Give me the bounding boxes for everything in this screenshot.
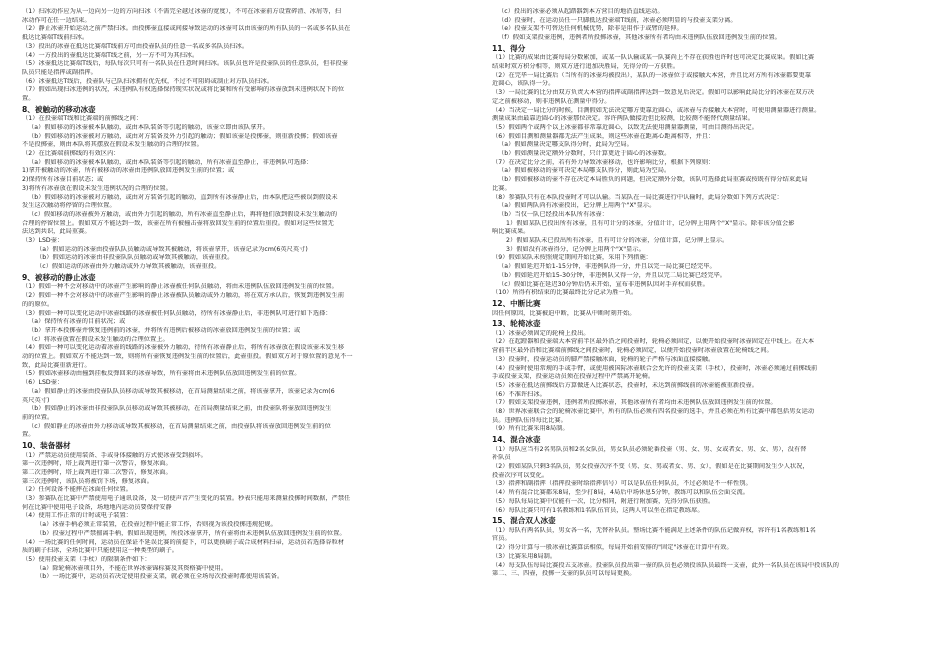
text-line: （a）假如移动的冰壶被本队触动，或由本队装备等引起的触动，所有冰壶直至静止，非违例队可选择：	[28, 158, 313, 166]
text-line: （a）假如静止的冰壶由投壶队队员移动或导致其被移动，在首局测量结束之前，将该壶拿开，该壶记录为cm(6	[28, 387, 335, 395]
text-line: （4）使用工作正常的计时或电子装置：	[22, 512, 133, 520]
text-line: 测量成果由最靠近圆心的冰壶那位决定。容许两队做接近但比较测，比较测不能替代测量结果。	[492, 115, 754, 123]
text-line: （b）假如延迟开始15-30分钟，非违例队又得一分，并且以完二局比赛已经完毕。	[498, 271, 727, 279]
text-line: （4）一场比赛的任何时间，运动员在保证不延误比赛的前提下，可以更换刷子或合成材料扫帚，运动员若选择谷粒材	[22, 538, 345, 546]
text-line: （7）假如出现扫冰违例的状况，未违例队有权选择保持现实状况或将比赛和所有受影响的冰壶放到未违例状况下的位	[22, 86, 345, 94]
section-heading: 12、中断比赛	[492, 299, 541, 308]
text-line: 的的原位。	[22, 300, 54, 308]
text-line: 何在比赛中使用电子设备，场地地内运动员要保持安静	[22, 503, 172, 511]
text-line: （5）冰壶在抵达前掷线后方算做进入比赛状态，投壶时，未达到前掷线前的冰壶能被重新投壶。	[492, 381, 758, 389]
text-line: （2）假如某队只剩3名队员，男女投壶次序不变（男、女、男或者女、男、女），假如是在比赛期间发生少人状况，	[492, 463, 809, 471]
text-line: （4）假如一种可以变化运动着冰壶的线路的冰壶被外力触动，待所有冰壶静止后，将所有冰壶放在假设该壶未发生移	[22, 344, 345, 352]
section-heading: 11、得分	[492, 43, 526, 53]
text-line: （2）得分计算与一般冰壶比赛算法相似，每局开始前安排的"固定"冰壶在计算中有效。	[492, 544, 733, 552]
text-line: （c）假如比赛在延迟30分钟后仍未开始，宣布非违例队因对手弃权而获胜。	[498, 280, 710, 288]
text-line: （2）在比赛端前掷线的有效区内：	[22, 150, 120, 158]
text-line: 营前半区最外沿和比赛端前掷线之间投壶时，轮椅必须固定，以便开始投壶时冰壶放置在轮椅线之间。	[492, 347, 773, 355]
text-line: 质的刷子扫冰，全场比赛中只能使用这一种类型的刷子。	[22, 547, 178, 555]
text-line: （4）一方投出的壶抵达比赛端T线之前，另一方不可为其扫冰。	[22, 51, 199, 59]
text-line: （a）假如测量决定哪支队得分时，此局为空局。	[498, 141, 633, 149]
section-heading: 8、被触动的移动冰壶	[22, 104, 96, 114]
text-line: （2）在起蹬器和投壶端大本营前半区最外沿之间投壶时，轮椅必须固定，以便开始投壶时冰壶固定在中线上。在大本	[492, 338, 815, 346]
text-line: 动的位置上。假如双方不能达到一致，则将所有壶恢复违例发生前的位置后，此壶重投。假如双方对于原位置的意见不一	[22, 353, 353, 361]
text-line: 前的位置。	[22, 413, 54, 421]
text-line: （a）保持所有冰壶的目前状况；或	[28, 318, 126, 326]
text-line: 队员只能是指挥或副指挥。	[22, 68, 97, 76]
text-line: （a）冰壶手柄必须正常装置，在投壶过程中能正常工作，否则视为该投投掷违规犯规。	[36, 521, 277, 529]
text-line: （6）LSD壶：	[22, 379, 64, 387]
text-line: （b）假如测量决定额外分数时，只计算更近于圆心的冰壶数。	[498, 150, 671, 158]
text-line: （5）冰壶抵达比赛端T线后，每队每次只可有一名队员在任意时间扫冰。该队员也许是投壶队员的任意队员，但非投壶	[22, 60, 348, 68]
text-line: （b）假如移动的冰壶被对方触动，或由对方装备引起的触动，直到所有冰壶静止后，由本队把这些被误到假设未	[28, 193, 338, 201]
text-line: 官员。	[492, 535, 511, 543]
text-line: （3）LSD壶：	[22, 237, 64, 245]
text-line: （c）假如移动的冰壶被外方触动，或由外力引起的触动，所有冰壶直至静止后，再将他们放到假设未发生触动的	[28, 210, 338, 218]
text-line: （8）世界冰壶联合会的轮椅冰壶比赛中，所有的队伍必须有四名投壶的选手，并且必须在所有比赛中都包括男女运动	[492, 408, 815, 416]
text-line: （4）所有混合比赛都采8局，至少打8局，4局后中场休息5分钟，教练可以和队伍会面交流。	[492, 489, 749, 497]
text-line: （b）当仅一队已经投出本队所有冰壶：	[498, 210, 609, 218]
text-line: （8）参赛队只有在本队投壶时才可以认输。当某队在一局比赛进行中认输时，此局分数如下列方式决定：	[492, 193, 783, 201]
text-line: 第三次违例时，该队员将被罚下场，修复冰面。	[22, 477, 153, 485]
text-line: （2）假如一种不会对移动中的冰壶产生影响的静止冰壶被队员触动或外力触动，将在双方承认后，恢复到违例发生前	[22, 292, 345, 300]
text-line: （1）比赛的成果由比赛每局分数累加，或某一队认输或某一队赛尚上不存在获胜也许时也可决定比赛成果。假如比赛	[492, 54, 815, 62]
section-heading: 14、混合冰壶	[492, 435, 541, 445]
text-line: （5）假如冰壶移动由撞到挂板反弹回来的冰壶导致，所有壶将由未违例队伍放回违例发生前的位置。	[22, 370, 301, 378]
text-line: （a）假如运动的冰壶由投壶队队员触动或导致其被触动，将该壶拿开，该壶记录为cm(6英尺英寸)	[36, 245, 308, 253]
text-line: 英尺英寸)	[22, 396, 50, 404]
text-line: （9）所有比赛采用8局制。	[492, 425, 569, 433]
text-line: （c）假如运动的冰壶由外力触动或外力导致其被触动，该壶重投。	[36, 263, 221, 271]
text-line: （b）假如移动的冰壶被对方触动，或由对方装备及外力引起的触动；假如该壶是投掷壶，则重新投掷；假如该壶	[28, 132, 338, 140]
left-column	[22, 8, 458, 582]
text-line: （5）使用投壶支架（手杖）的限制条件如下：	[22, 555, 151, 563]
section-heading: 10、装备器材	[22, 441, 71, 451]
text-line: （4）投壶时使用常规的手或手臂，或使用被国际冰壶联合会允许的投壶支架（手杖），投壶时，冰壶必须通过前掷线前	[492, 364, 818, 372]
text-line: （c）投出的冰壶必须从起踏器到本方营目的地沿直线运动。	[498, 8, 664, 15]
text-line: （2）静止冰壶开始运动之前严禁扫冰。由投掷壶直接或间接导致运动的冰壶可以由该壶的所有队员的一名或多名队员在	[22, 25, 351, 33]
text-line: （7）在决定比分之前，若有外力导致冰壶移动，也许影响比分，根据下列原则：	[492, 158, 715, 166]
text-line: 不是投掷壶，则由本队将其摆放在假设未发生触动的合理的位置。	[22, 141, 203, 149]
text-line: （3）比赛采用8局制。	[492, 552, 557, 560]
text-line: 定之前被移动，则非违例队在测量中得分。	[492, 97, 611, 105]
text-line: 发生这次触动将停留的合理位置。	[22, 202, 116, 210]
text-line: 近圆心，该队得一分。	[492, 80, 555, 88]
text-line: 因任何原因，比赛被迫中断，比赛从中断时刻开始。	[492, 309, 636, 317]
text-line: 3)将所有冰壶放在假设未发生违例状况的合理的位置。	[22, 184, 172, 192]
section-heading: 9、被移动的静止冰壶	[22, 272, 96, 282]
text-line: （b）一场比赛中，运动员若决定使用投壶支架，就必须在全场每次投壶时都使用该装备。	[36, 573, 284, 581]
text-line: 2）假如某队未已投出所有冰壶，且有可计分的冰壶，分值计算，记分牌上显示。	[506, 237, 729, 245]
text-line: （2）在完毕一局比赛后（当所有的冰壶均被投出），某队的一冰壶位于或接触大本营，并且比对方所有冰壶都要更靠	[492, 71, 811, 79]
text-line: 置。	[22, 95, 35, 103]
text-line: （1）假如一种不会对移动中的冰壶产生影响的静止冰壶被任何队员触动，将由未违例队伍放回违例发生前的位置。	[22, 283, 338, 291]
text-line: （1）每队有两名队员，男女各一名，无替补队员。整场比赛不能满足上述条件的队伍记做弃权，容许有1名教练和1名	[492, 526, 816, 534]
text-line: （6）每队比赛只可有1名教练和1名队伍官员，这两人可以坐在指定教练席。	[492, 506, 704, 514]
section-heading: 15、混合双人冰壶	[492, 516, 556, 526]
text-line: （3）投出的冰壶在抵达比赛端T线前方可由投壶队员的任意一名或多名队员扫冰。	[22, 42, 249, 50]
text-line: （a）假如被移动的壶可决定本局哪支队得分，则此局为空局。	[498, 167, 671, 175]
text-line: （a）假如延迟开始1-15分钟，非违例队得一分，并且以完一局比赛已经完毕。	[498, 263, 716, 271]
text-line: 冰动作可在任一边结束。	[22, 16, 91, 24]
section-heading: 13、轮椅冰壶	[492, 319, 541, 329]
text-line: 第二、三、四壶，投掷一支壶的队员可以每局更换。	[492, 570, 636, 578]
text-line: （6）不准许扫冰。	[492, 390, 546, 398]
text-line: （b）假如被移动的壶不存在决定本局胜负的问题，但决定额外分数，该队可选择此局重赛或按既有得分结束此局	[498, 176, 808, 184]
text-line: （c）将冰壶放置在假设未发生触动的合理位置上。	[28, 335, 169, 343]
text-line: （d）投壶时，在运动员任一只脚抵达投壶端T线前，冰壶必须明显的与投壶支架分离。	[498, 16, 737, 24]
text-line: 合理的停留位置上。假如双方不能达到一致，该壶在所有被撞击壶将放回发生前的位置后重投。假如对这些位置无	[22, 219, 334, 227]
text-line: 1)拿开被触动的冰壶，所有被移动的冰壶由违例队放回违例发生前的位置；或	[22, 167, 235, 175]
text-line: （5）假如两个或两个以上冰壶都非常靠近圆心，以致无法使用测量器测量，可由目测得出决定。	[492, 123, 758, 131]
text-line: （4）当决定一局比分的时候，目测假如无法决定哪方更靠近圆心，或冰壶与否接触大本营时，可使用测量器进行测量。	[492, 106, 821, 114]
text-line: 员。违例队伍得每比比赛。	[492, 416, 567, 424]
text-line: （6）冰壶抵达T线后，投壶队与己队扫冰拥有优先权，不过不可阻碍或制止对方队员扫冰。	[22, 77, 274, 85]
text-line: （1）每队应当有2名男队员和2名女队员，男女队员必须轮番投壶（男、女、男、女或者女、男、女、男），没有替	[492, 445, 807, 453]
text-line: （1）严禁运动员使用装备、手或身体接触的方式使冰壶受到损坏。	[22, 451, 207, 459]
text-line: （2）任何设备不能摔在冰面任何位置。	[22, 486, 133, 494]
text-line: 置。	[22, 431, 35, 439]
text-line: 响比赛成果。	[492, 228, 530, 236]
text-line: 第一次违例时，塔上裁判进行第一次警告，修复冰面。	[22, 460, 172, 468]
text-line: （3）投壶时，投壶运动员的脚严禁接触冰面，轮椅的轮子严格与冰面直接接触。	[492, 355, 715, 363]
text-line: （6）假如目测和测量器都无法产生成果，则这些冰壶在距离心距离相等，并且：	[492, 132, 715, 140]
text-line: （a）假如移动的冰壶被本队触动，或由本队装备等引起的触动，该壶立即由该队拿开。	[28, 123, 269, 131]
text-line: 结束时双方积分相等，则双方进行追加决胜局，先得分的一方获胜。	[492, 63, 680, 71]
text-line: （f）假如支架投壶违例，违例者所投掷冰壶，其他冰壶所有者均由未违例队伍放回违例发生前的位置。	[498, 34, 781, 42]
text-line: 补队员	[492, 454, 511, 462]
text-line: 抵达比赛端T线前扫冰。	[22, 34, 89, 42]
text-line: 致，此局比赛重新进行。	[22, 361, 91, 369]
text-line: （a）假如两队尚有冰壶投出，记分牌上用两个"X"显示。	[498, 202, 656, 210]
text-line: （3）指挥和副指挥（指挥投壶时给指挥信号）可以是队伍任何队员，不过必须是不一样性别。	[492, 480, 752, 488]
text-line: （b）假如运动的冰壶由非投壶队队员触动或导致其被触动，该壶重投。	[36, 254, 234, 262]
text-line: （a）除轮椅冰壶项目外，不能在世界冰壶锦标赛及其资格赛中使用。	[36, 564, 227, 572]
text-line: （b）拿开本投掷壶并恢复违例前的冰壶，并将所有违例后被移动的冰壶放回违例发生前的位置；或	[28, 326, 301, 334]
text-line: （e）投壶支架不可替达任何机械优势，除非是用作于或臂的延伸。	[498, 25, 683, 33]
text-line: （1）冰壶必须固定的轮椅上投出。	[492, 329, 590, 337]
text-line: 第二次违例时，塔上裁判进行第二次警告，修复冰面。	[22, 468, 172, 476]
text-line: 投壶次序可以变化。	[492, 471, 549, 479]
text-line: （b）投壶过程中严禁擅离手柄，假如出现违例，所投冰壶拿开，所有壶将由未违例队伍放回违例发生前的位置。	[36, 529, 346, 537]
text-line: （3）一局比赛的比分由双方负责大本营的指挥或副指挥达到一致意见后决定。假如可以影响此局比分的冰壶在双方决	[492, 89, 815, 97]
text-line: （7）假如支架投壶违例，违例者所投掷冰壶，其他冰壶所有者均由未违例队伍放回违例发生前的位置。	[492, 399, 777, 407]
text-line: （1）在投壶端T线和比赛端的前掷线之间：	[22, 115, 143, 123]
text-line: 2)保持所有冰壶目前状态；或	[22, 176, 104, 184]
text-line: 比赛。	[492, 184, 511, 192]
text-line: 手或投壶支架，投壶运动员须在投壶过程中严禁离开轮椅。	[492, 373, 655, 381]
text-line: 3）假如没有冰壶得分，记分牌上用两个"X"显示。	[506, 245, 645, 253]
text-line: 1）假如某队已投出所有冰壶，且有可计分的冰壶，分值计计，记分牌上用两个"X"显示。除非该分值会影	[506, 219, 795, 227]
text-line: （3）假如一种可以变化运动中冰壶线路的冰壶被任何队员触动，待所有冰壶静止后，非违例队可进行如下选择：	[22, 309, 332, 317]
text-line: 法达到共识，此局重赛。	[22, 228, 91, 236]
text-line: （c）假如静止的冰壶由外力移动或导致其被移动，在首局测量结束之前，由投壶队将该壶放回违例发生前的位	[28, 422, 331, 430]
text-line: （1）扫冰动作应为从一边向另一边的方向扫冰（不需完全越过冰壶的宽度），不可在冰壶前方设置碎渣、冰屑等，扫	[22, 8, 341, 15]
text-line: （5）每队每局比赛中仅能有一次，比分相同，附进行附加赛，先得分队伍获胜。	[492, 497, 715, 505]
right-column	[492, 8, 930, 579]
text-line: （9）假如某队未按照规定期间开始比赛，采用下列措施：	[492, 254, 652, 262]
text-line: （10）所得有积结束的比赛最终比分记录为胜一负。	[492, 289, 638, 297]
text-line: （4）每支队伍每局比赛投五支冰壶。投壶队员投出第一壶的队员也必须投该队员最终一支壶，此外一名队员在该局中投该队的	[492, 561, 840, 569]
text-line: （3）参赛队在比赛中严禁使用电子通讯设备，及一切使声音产生变化的装置。秒表只能用来测量投掷时间数据，严禁任	[22, 495, 351, 503]
text-line: （b）假如静止的冰壶由非投壶队队员移动或导致其被移动，在首局测量结束之前，由投壶队将壶放回违例发生	[28, 405, 332, 413]
